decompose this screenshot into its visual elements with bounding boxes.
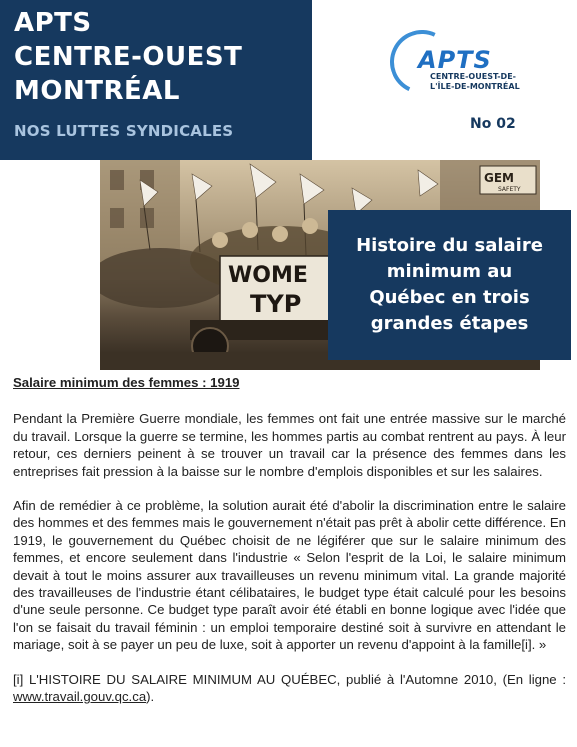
headline-line-4: grandes étapes (370, 313, 529, 334)
issue-number: No 02 (470, 116, 516, 132)
section-title: NOS LUTTES SYNDICALES (14, 122, 234, 140)
org-title (14, 6, 242, 108)
footnote (13, 671, 566, 706)
org-title-line-1: APTS (14, 8, 92, 38)
headline-line-2: minimum au (386, 261, 513, 282)
footnote-text: [i] L'HISTOIRE DU SALAIRE MINIMUM AU QUÉBEC, publié à l'Automne 2010, (En ligne : (13, 671, 566, 687)
section-heading: Salaire minimum des femmes : 1919 (13, 375, 240, 390)
org-title-line-3: MONTRÉAL (14, 76, 180, 106)
shop-sign-text-2: SAFETY (498, 186, 521, 193)
banner-text-2: TYP (250, 290, 302, 318)
paragraph-2: Afin de remédier à ce problème, la solution aurait été d'abolir la discrimination entre le salaire des hommes et des femmes mais le gouvernement n'était pas prêt à abolir cette différence. En 1919, le gouvernement du Québec choisit de ne légiférer que sur le salaire minimum des femmes, et encore seulement dans l'industrie « Selon l'esprit de la Loi, le salaire minimum devait à tout le moins assurer aux travailleuses un revenu minimum vital. La grande majorité des travailleuses de l'industrie étant célibataires, le budget type était calculé pour les besoins d'une seule personne. Ce budget type paraît avoir été établi en bonne logique avec l'idée que l'on se faisait du travail féminin : un emploi temporaire destiné soit à survivre en attendant le mariage, soit à se payer un peu de luxe, soit à apporter un revenu d'appoint à la famille[i]. » (13, 498, 566, 653)
headline-line-3: Québec en trois (369, 287, 530, 308)
shop-sign-text-1: GEM (484, 171, 514, 185)
logo-subtitle-line-1: CENTRE-OUEST-DE- (430, 72, 516, 81)
headline-line-1: Histoire du salaire (356, 235, 543, 256)
apts-logo (382, 24, 522, 104)
article-body (13, 374, 566, 706)
paragraph-1: Pendant la Première Guerre mondiale, les femmes ont fait une entrée massive sur le marché du travail. Lorsque la guerre se termine, les hommes partis au combat rentrent au pays. À leur retour, ces derniers peinent à se trouver un travail car la présence des femmes dans les entreprises fait pression à la baisse sur le nombre d'emplois disponibles et sur les salaires. (13, 411, 566, 479)
footnote-end: ). (146, 689, 155, 705)
logo-subtitle (430, 72, 520, 92)
banner-text-1: WOME (228, 263, 308, 288)
footnote-link[interactable]: www.travail.gouv.qc.ca (13, 689, 147, 705)
header-panel (0, 0, 312, 160)
headline-box (328, 210, 571, 360)
org-title-line-2: CENTRE-OUEST (14, 42, 243, 72)
logo-subtitle-line-2: L'ÎLE-DE-MONTRÉAL (430, 82, 520, 91)
logo-name: APTS (418, 46, 492, 74)
